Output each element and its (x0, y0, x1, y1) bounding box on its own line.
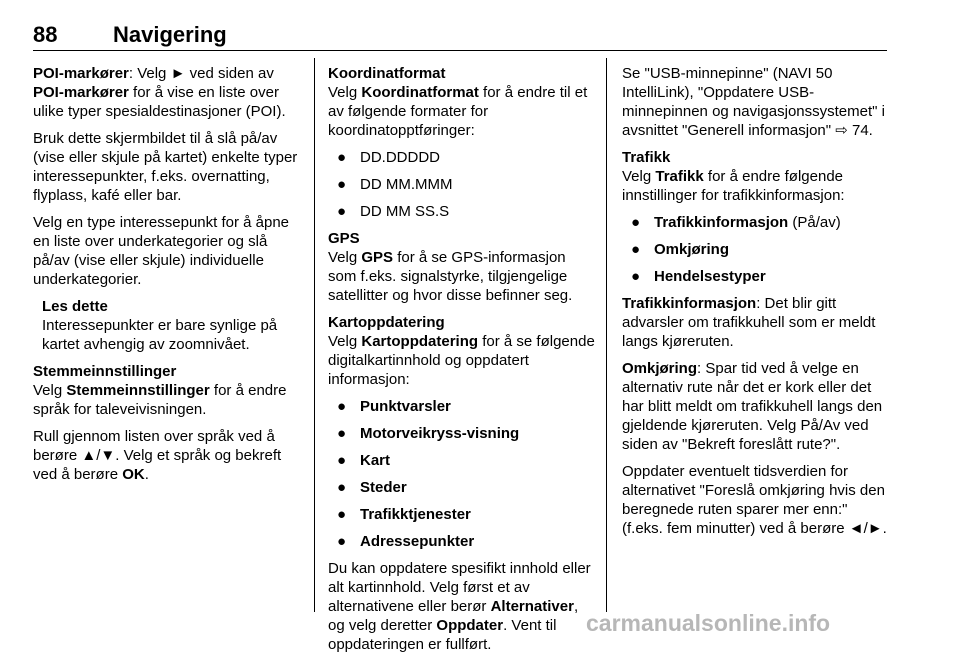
bullet-icon: ● (631, 214, 641, 231)
text-span: . Velg et språk og bekreft ved å berøre (33, 447, 282, 483)
text-span: ved siden av (185, 65, 274, 82)
gps-paragraph (328, 248, 596, 305)
poi-type-paragraph: Velg en type interessepunkt for å åpne en liste over underkategorier og slå på/av (vise eller skjule) individuelle underkategorier. (33, 214, 290, 288)
term-voice-settings: Stemmeinnstillinger (66, 382, 210, 399)
page-header (33, 22, 887, 48)
term-map-update: Kartoppdatering (361, 333, 479, 350)
coordinate-format-paragraph (328, 83, 596, 140)
time-value-paragraph (622, 462, 888, 538)
list-item-label: DD MM SS.S (360, 203, 450, 220)
usb-paragraph (622, 64, 888, 140)
list-item (328, 148, 596, 167)
bullet-icon: ● (337, 149, 347, 166)
text-span: Rull gjennom listen over språk ved å berøre (33, 428, 275, 464)
page-reference: 74. (847, 122, 873, 139)
note-title: Les dette (42, 298, 108, 315)
header-rule (33, 50, 887, 51)
term-ok: OK (122, 466, 145, 483)
text-span: for å se følgende digitalkartinnhold og oppdatert informasjon: (328, 333, 595, 388)
text-span: : Det blir gitt advarsler om trafikkuhell som er meldt langs kjøreruten. (622, 295, 876, 350)
text-span: : Spar tid ved å velge en alternativ rute når det er kork eller det har blitt meldt om trafikkuhell langs den gjeldende kjøreruten. Velg På/Av ved siden av "Bekreft foreslått rute?". (622, 360, 883, 453)
list-item-label: Omkjøring (654, 241, 730, 258)
text-span: for å endre språk for taleveivisningen. (33, 382, 287, 418)
bullet-icon: ● (631, 241, 641, 258)
column-1 (33, 64, 299, 492)
term-traffic: Trafikk (655, 168, 704, 185)
page-title: Navigering (113, 22, 227, 47)
arrow-right-icon: ► (170, 65, 186, 82)
bullet-icon: ● (631, 268, 641, 285)
text-span: , og velg deretter (328, 598, 579, 634)
detour-paragraph (622, 359, 888, 454)
list-item-label: Kart (360, 452, 391, 469)
arrow-up-down-icon: ▲/▼ (81, 447, 116, 464)
list-item (328, 478, 596, 497)
note-box (42, 297, 299, 354)
page-number: 88 (33, 22, 58, 47)
page-reference-icon: ⇨ (835, 122, 848, 139)
text-span: Du kan oppdatere spesifikt innhold eller alt kartinnhold. Velg først et av alternativene eller berør (328, 560, 591, 615)
list-item (328, 424, 596, 443)
text-span: for å se GPS-informasjon som f.eks. signalstyrke, tilgjengelige satellitter og hvor disse befinner seg. (328, 249, 573, 304)
text-span: Velg (328, 249, 362, 266)
term-traffic-info: Trafikkinformasjon (654, 214, 789, 231)
term-poi-markers: POI-markører (33, 84, 129, 101)
term-gps: GPS (361, 249, 394, 266)
text-span: Velg (328, 333, 362, 350)
list-item (328, 532, 596, 551)
list-item (622, 213, 888, 232)
bullet-icon: ● (337, 479, 347, 496)
update-paragraph (328, 559, 596, 654)
traffic-paragraph (622, 167, 888, 205)
text-span: Velg (33, 382, 67, 399)
list-item-label: DD MM.MMM (360, 176, 453, 193)
term-detour: Omkjøring (622, 360, 698, 377)
list-item-label: DD.DDDDD (360, 149, 440, 166)
bullet-icon: ● (337, 398, 347, 415)
text-span: Velg (328, 84, 362, 101)
column-2 (328, 64, 596, 662)
heading-voice-settings: Stemmeinnstillinger (33, 363, 177, 380)
list-item-label: Steder (360, 479, 407, 496)
heading-map-update: Kartoppdatering (328, 314, 445, 331)
text-span: . (144, 466, 149, 483)
voice-settings-paragraph (33, 381, 299, 419)
heading-coordinate-format: Koordinatformat (328, 65, 446, 82)
bullet-icon: ● (337, 452, 347, 469)
term-alternatives: Alternativer (490, 598, 574, 615)
list-item-label: Punktvarsler (360, 398, 451, 415)
column-3 (622, 64, 888, 546)
term-update: Oppdater (436, 617, 504, 634)
list-item (328, 202, 596, 221)
list-item (328, 451, 596, 470)
bullet-icon: ● (337, 425, 347, 442)
list-item (328, 175, 596, 194)
poi-screen-paragraph: Bruk dette skjermbildet til å slå på/av (vise eller skjule på kartet) enkelte typer interessepunkter, f.eks. overnatting, flyplass, kafé eller bar. (33, 130, 298, 204)
list-item (328, 505, 596, 524)
note-text: Interessepunkter er bare synlige på kartet avhengig av zoomnivået. (42, 317, 278, 353)
column-divider (314, 58, 315, 612)
list-item (622, 240, 888, 259)
text-span: for å vise en liste over ulike typer spesialdestinasjoner (POI). (33, 84, 286, 120)
bullet-icon: ● (337, 203, 347, 220)
heading-traffic: Trafikk (622, 149, 671, 166)
list-item-label: Motorveikryss-visning (360, 425, 520, 442)
text-span: . Vent til oppdateringen er fullført. (328, 617, 557, 653)
text-span: for å endre til et av følgende formater for koordinatopptføringer: (328, 84, 588, 139)
poi-paragraph (33, 64, 299, 121)
bullet-icon: ● (337, 533, 347, 550)
term-traffic-info: Trafikkinformasjon (622, 295, 757, 312)
map-update-paragraph (328, 332, 596, 389)
watermark: carmanualsonline.info (586, 610, 831, 636)
list-item-label: Hendelsestyper (654, 268, 766, 285)
bullet-icon: ● (337, 176, 347, 193)
list-item (328, 397, 596, 416)
text-span: : Velg (128, 65, 171, 82)
traffic-info-paragraph (622, 294, 888, 351)
text-span: Velg (622, 168, 656, 185)
column-divider (606, 58, 607, 612)
list-item-label (654, 213, 841, 232)
heading-gps: GPS (328, 230, 360, 247)
list-item (622, 267, 888, 286)
text-span: . (882, 520, 887, 537)
list-item-label: Adressepunkter (360, 533, 475, 550)
text-span: (På/av) (788, 214, 841, 231)
language-scroll-paragraph (33, 427, 299, 484)
term-coordinate-format: Koordinatformat (361, 84, 479, 101)
text-span: for å endre følgende innstillinger for trafikkinformasjon: (622, 168, 845, 204)
text-span: Se "USB-minnepinne" (NAVI 50 IntelliLink), "Oppdatere USB-minnepinnen og navigasjonssystemet" i avsnittet "Generell informasjon" (622, 65, 885, 139)
bullet-icon: ● (337, 506, 347, 523)
arrow-left-right-icon: ◄/► (848, 520, 883, 537)
list-item-label: Trafikktjenester (360, 506, 471, 523)
text-span: Oppdater eventuelt tidsverdien for alternativet "Foreslå omkjøring hvis den beregnede ruten sparer mer enn:" (f.eks. fem minutter) ved å berøre (622, 463, 885, 537)
term-poi-markers: POI-markører (33, 65, 129, 82)
